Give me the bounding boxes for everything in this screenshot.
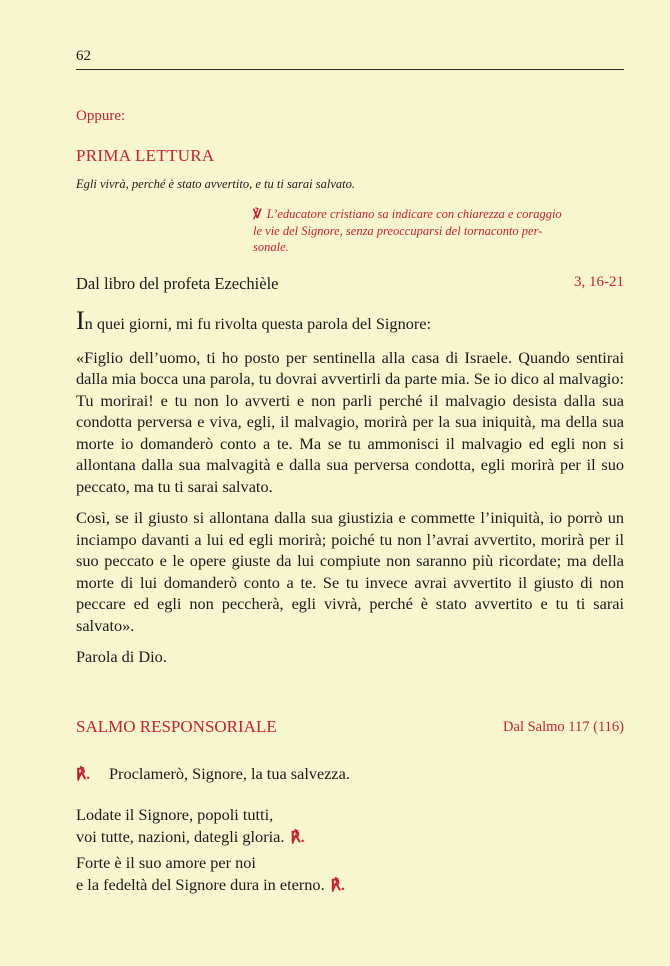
stanza-line-text: e la fedeltà del Signore dura in eterno.: [76, 874, 325, 894]
response-icon: ℟.: [330, 877, 345, 894]
page-number: 62: [76, 48, 91, 64]
versicle-icon: ℣: [253, 207, 262, 221]
source-reference: 3, 16-21: [574, 274, 624, 290]
note-line: [253, 206, 625, 223]
note-line: sonale.: [253, 240, 289, 254]
stanza-line: [76, 874, 345, 898]
source-title: Dal libro del profeta Ezechièle: [76, 274, 279, 293]
header-rule: [76, 69, 624, 70]
psalm-reference: Dal Salmo 117 (116): [503, 719, 624, 735]
psalm-stanza: [76, 852, 345, 897]
psalm-response: [76, 764, 350, 784]
first-reading-motto: Egli vivrà, perché è stato avvertito, e tu ti sarai salvato.: [76, 177, 355, 191]
intro-line: [76, 306, 624, 335]
psalm-heading: SALMO RESPONSORIALE: [76, 717, 277, 736]
note-line: le vie del Signore, senza preoccuparsi del tornaconto per-: [253, 223, 543, 238]
stanza-line: [76, 826, 304, 850]
psalm-header: [76, 717, 624, 737]
response-icon: ℟.: [76, 767, 91, 783]
first-reading-heading: PRIMA LETTURA: [76, 146, 215, 165]
educator-note: [253, 206, 625, 256]
intro-text: n quei giorni, mi fu rivolta questa parola del Signore:: [84, 314, 432, 333]
reading-source: [76, 274, 624, 294]
response-icon: ℟.: [290, 829, 305, 846]
drop-cap: I: [76, 306, 85, 335]
stanza-line-text: voi tutte, nazioni, dategli gloria.: [76, 826, 285, 846]
stanza-line: Forte è il suo amore per noi: [76, 853, 256, 872]
psalm-stanza: [76, 804, 304, 849]
stanza-line: Lodate il Signore, popoli tutti,: [76, 805, 274, 824]
closing-formula: Parola di Dio.: [76, 647, 167, 666]
paragraph: Così, se il giusto si allontana dalla sua giustizia e commette l’iniquità, io porrò un inciampo davanti a lui ed egli morirà; poiché tu non l’avrai avvertito, morirà per il suo peccato e le opere giuste da lui compiute non saranno più ricordate; ma della morte di lui domanderò conto a te. Se tu invece avrai avvertito il giusto di non peccare ed egli non peccherà, egli vivrà, perché è stato avvertito e tu ti sarai salvato».: [76, 508, 624, 635]
alternative-label: Oppure:: [76, 108, 126, 124]
response-text: Proclamerò, Signore, la tua salvezza.: [109, 764, 350, 783]
paragraph: «Figlio dell’uomo, ti ho posto per sentinella alla casa di Israele. Quando sentirai dalla mia bocca una parola, tu dovrai avvertirli da parte mia. Se io dico al malvagio: Tu morirai! e tu non lo avverti e non parli perché il malvagio desista dalla sua condotta perversa e viva, egli, il malvagio, morirà per la sua iniquità, ma della sua morte io domanderò conto a te. Ma se tu ammonisci il malvagio ed egli non si allontana dalla sua malvagità e dalla sua perversa condotta, egli morirà per il suo peccato, ma tu ti sarai salvato.: [76, 347, 624, 496]
reading-body: [76, 306, 624, 678]
note-line-text: L’educatore cristiano sa indicare con chiarezza e coraggio: [266, 207, 562, 221]
